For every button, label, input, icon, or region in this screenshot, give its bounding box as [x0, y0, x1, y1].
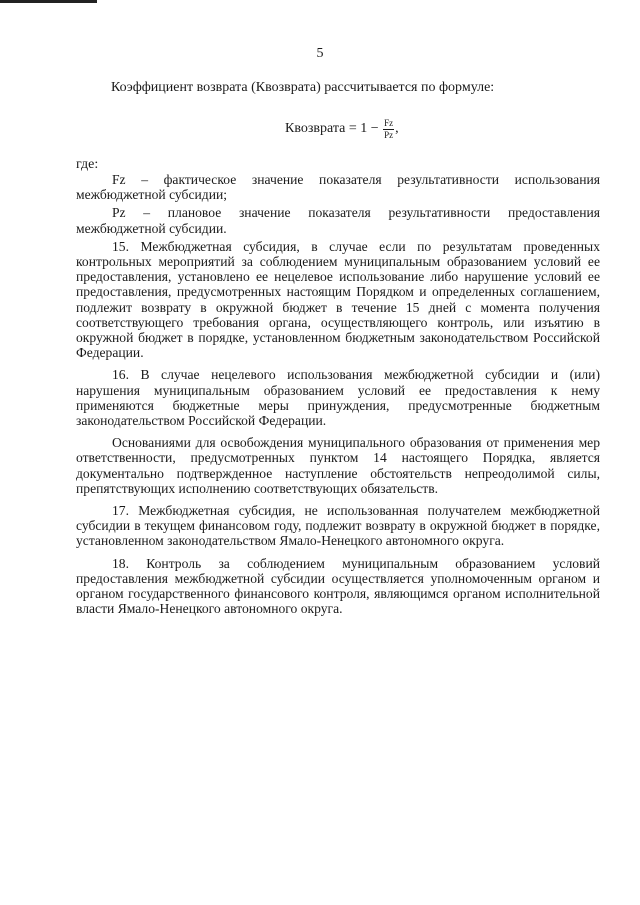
scan-top-rule [0, 0, 97, 3]
formula-trailing: , [395, 121, 399, 136]
clause-16-exemption: Основаниями для освобождения муниципального образования от применения мер ответственности, предусмотренных пунктом 14 настоящего Порядка, является документально подтвержденное наступление обстоятельств непреодолимой силы, препятствующих исполнению соответствующих обязательств. [76, 435, 600, 496]
return-coefficient-formula [285, 112, 399, 146]
definition-pz: Pz – плановое значение показателя результативности предоставления межбюджетной субсидии. [76, 205, 600, 236]
formula-lhs: Квозврата = 1 − [285, 121, 379, 136]
formula-numerator: Fz [384, 117, 394, 128]
where-label: где: [76, 157, 99, 172]
document-body [76, 172, 600, 616]
clause-15: 15. Межбюджетная субсидия, в случае если по результатам проведенных контрольных мероприятий за соблюдением муниципальным образованием условий ее предоставления, установлено ее нецелевое использование либо нарушение условий ее предоставления, предусмотренных настоящим Порядком и определенных соглашением, подлежит возврату в окружной бюджет в течение 15 дней с момента получения соответствующего требования органа, осуществляющего контроль, или изъятию в окружной бюджет в порядке, установленном бюджетным законодательством Российской Федерации. [76, 238, 600, 361]
page-number: 5 [316, 46, 324, 61]
definition-fz: Fz – фактическое значение показателя результативности использования межбюджетной субсидии; [76, 172, 600, 203]
formula-intro: Коэффициент возврата (Квозврата) рассчитывается по формуле: [111, 80, 495, 95]
formula-fraction [383, 118, 394, 141]
formula-denominator: Pz [384, 129, 394, 140]
clause-17: 17. Межбюджетная субсидия, не использованная получателем межбюджетной субсидии в текущем финансовом году, подлежит возврату в окружной бюджет в порядке, установленном законодательством Ямало-Ненецкого автономного округа. [76, 503, 600, 549]
clause-18: 18. Контроль за соблюдением муниципальным образованием условий предоставления межбюджетной субсидии осуществляется уполномоченным органом и органом государственного финансового контроля, являющимся органом исполнительной власти Ямало-Ненецкого автономного округа. [76, 555, 600, 617]
clause-16: 16. В случае нецелевого использования межбюджетной субсидии и (или) нарушения муниципальным образованием условий ее предоставления к нему применяются бюджетные меры принуждения, предусмотренные бюджетным законодательством Российской Федерации. [76, 367, 600, 429]
